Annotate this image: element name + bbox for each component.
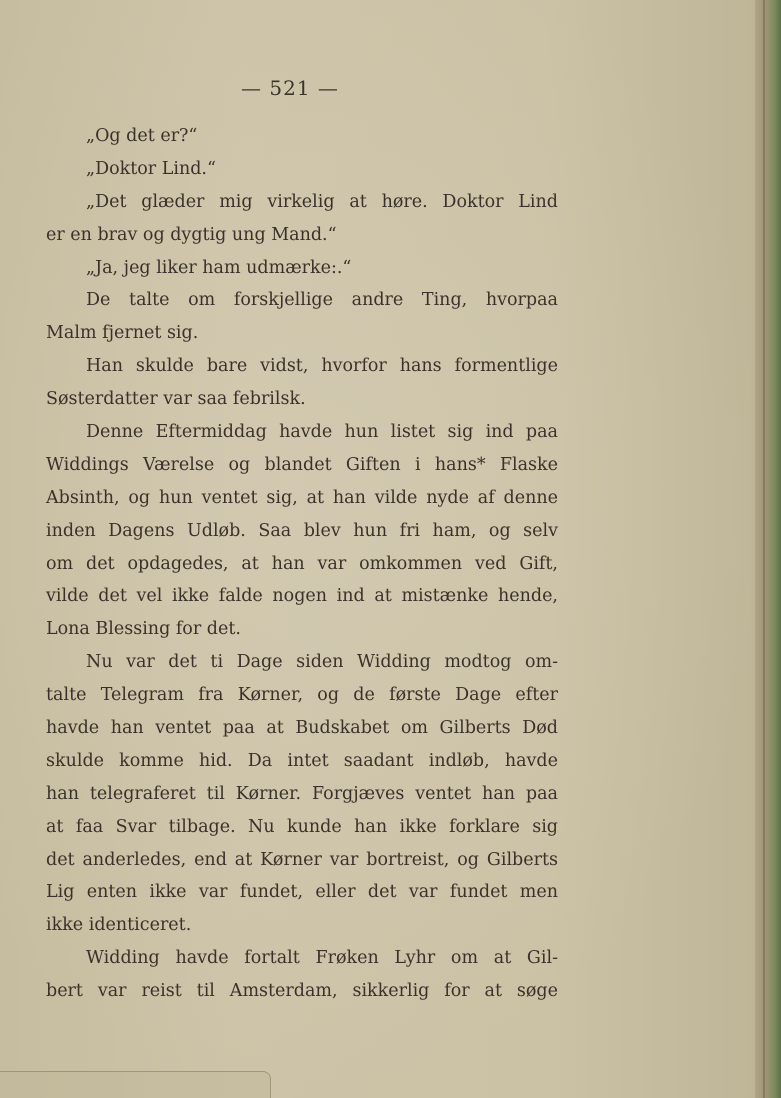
text-line: skulde komme hid. Da intet saadant indløb, havde [46, 750, 558, 771]
text-line: Malm fjernet sig. [46, 323, 199, 344]
text-line: Absinth, og hun ventet sig, at han vilde nyde af denne [46, 487, 558, 508]
text-line: Søsterdatter var saa febrilsk. [46, 389, 306, 410]
text-line: han telegraferet til Kørner. Forgjæves ventet han paa [46, 783, 558, 804]
page-number: — 521 — [241, 76, 339, 100]
text-line: „Og det er?“ [86, 126, 198, 146]
book-spine [755, 0, 781, 1098]
text-line: talte Telegram fra Kørner, og de første Dage efter [46, 685, 558, 706]
text-line: ikke identiceret. [46, 915, 192, 936]
text-line: „Ja, jeg liker ham udmærke:.“ [86, 257, 352, 278]
text-line: De talte om forskjellige andre Ting, hvorpaa [86, 290, 558, 311]
text-line: Nu var det ti Dage siden Widding modtog om- [86, 652, 558, 673]
text-line: det anderledes, end at Kørner var bortreist, og Gilberts [46, 849, 558, 870]
text-line: Lig enten ikke var fundet, eller det var fundet men [46, 882, 558, 903]
text-line: Denne Eftermiddag havde hun listet sig ind paa [86, 422, 558, 443]
page-edge-shadow [0, 1071, 271, 1098]
text-line: havde han ventet paa at Budskabet om Gilberts Død [46, 718, 558, 739]
text-line: „Doktor Lind.“ [86, 158, 216, 179]
body-text [46, 120, 558, 1008]
text-line: at faa Svar tilbage. Nu kunde han ikke forklare sig [46, 816, 558, 837]
text-line: om det opdagedes, at han var omkommen ved Gift, [46, 553, 558, 574]
text-line: Widding havde fortalt Frøken Lyhr om at Gil- [86, 948, 558, 969]
text-line: bert var reist til Amsterdam, sikkerlig for at søge [46, 981, 558, 1002]
text-line: Han skulde bare vidst, hvorfor hans formentlige [86, 356, 558, 377]
text-line: Widdings Værelse og blandet Giften i hans* Flaske [46, 454, 558, 475]
text-line: Lona Blessing for det. [46, 619, 241, 640]
text-line: vilde det vel ikke falde nogen ind at mistænke hende, [46, 586, 558, 607]
text-line: inden Dagens Udløb. Saa blev hun fri ham, og selv [46, 520, 558, 541]
text-line: „Det glæder mig virkelig at høre. Doktor Lind [86, 191, 558, 212]
text-line: er en brav og dygtig ung Mand.“ [46, 224, 337, 245]
